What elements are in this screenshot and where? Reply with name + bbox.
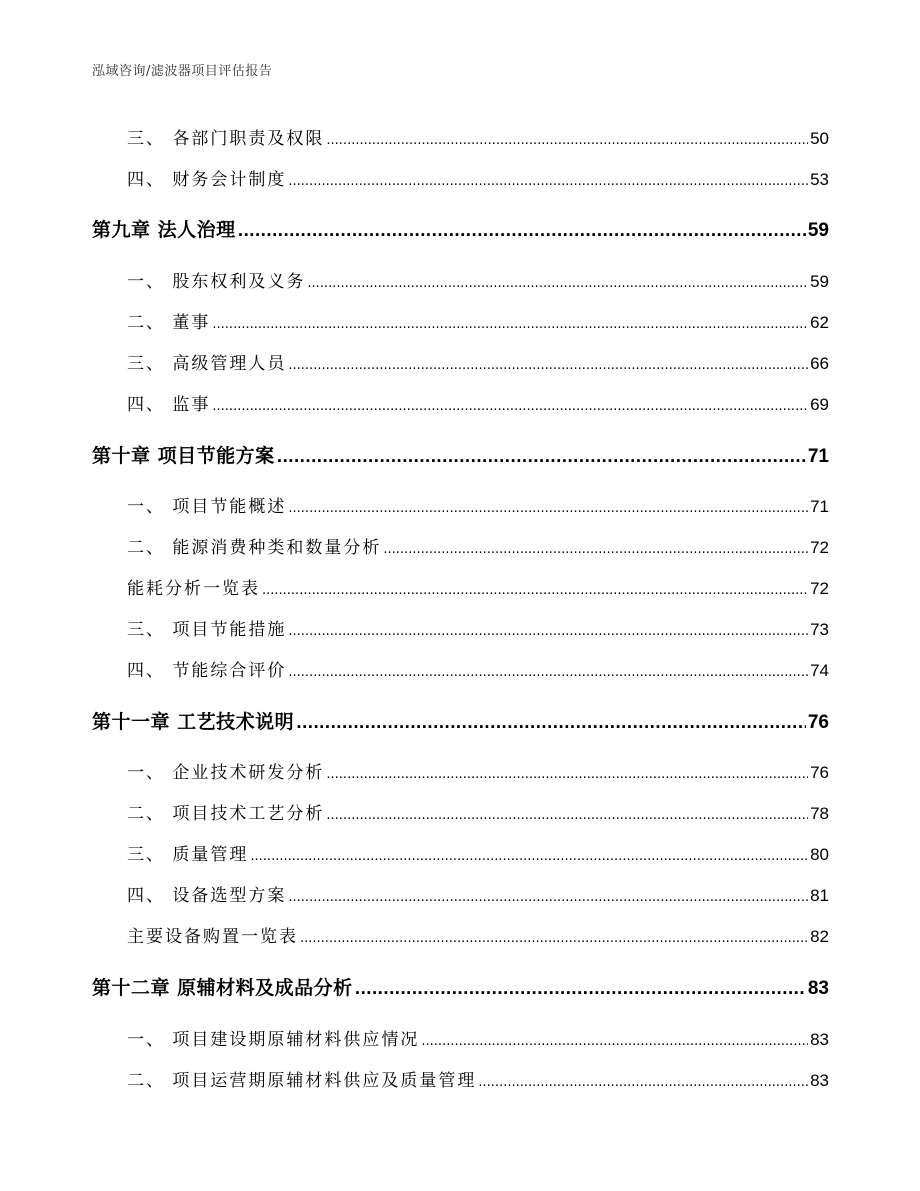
toc-section-entry[interactable]	[127, 799, 829, 824]
toc-entry-title: 第十二章 原辅材料及成品分析	[92, 977, 353, 999]
toc-page-number: 66	[810, 354, 829, 373]
toc-dot-leader	[478, 1075, 808, 1090]
toc-dot-leader	[383, 542, 808, 557]
toc-page-number: 62	[810, 313, 829, 332]
toc-dot-leader	[307, 276, 808, 291]
toc-page-number: 83	[810, 1030, 829, 1049]
toc-page-number: 82	[810, 927, 829, 946]
toc-page-number: 59	[807, 220, 829, 241]
toc-section-entry[interactable]	[127, 124, 829, 149]
toc-dot-leader	[288, 624, 808, 639]
toc-entry-title: 主要设备购置一览表	[127, 927, 298, 947]
toc-section-entry[interactable]	[127, 349, 829, 374]
toc-entry-title: 一、 项目节能概述	[127, 497, 287, 517]
toc-entry-title: 第十章 项目节能方案	[92, 445, 275, 467]
toc-page-number: 83	[810, 1071, 829, 1090]
toc-entry-title: 四、 节能综合评价	[127, 661, 287, 681]
toc-section-entry[interactable]	[127, 615, 829, 640]
toc-dot-leader	[288, 501, 808, 516]
toc-entry-title: 能耗分析一览表	[127, 579, 260, 599]
toc-section-entry[interactable]	[127, 922, 829, 947]
toc-section-entry[interactable]	[127, 1025, 829, 1050]
toc-page-number: 72	[810, 538, 829, 557]
toc-dot-leader	[262, 583, 808, 598]
toc-section-entry[interactable]	[127, 267, 829, 292]
toc-page-number: 59	[810, 272, 829, 291]
toc-entry-title: 一、 股东权利及义务	[127, 272, 306, 292]
toc-entry-title: 二、 董事	[127, 313, 211, 333]
toc-page-number: 72	[810, 579, 829, 598]
toc-entry-title: 三、 项目节能措施	[127, 620, 287, 640]
toc-dot-leader	[326, 808, 808, 823]
toc-dot-leader	[238, 222, 806, 240]
toc-dot-leader	[300, 931, 808, 946]
toc-dot-leader	[288, 665, 808, 680]
toc-chapter-entry[interactable]	[92, 707, 829, 734]
toc-page-number: 71	[807, 446, 829, 467]
toc-section-entry[interactable]	[127, 840, 829, 865]
toc-chapter-entry[interactable]	[92, 441, 829, 468]
toc-page-number: 76	[807, 712, 829, 733]
toc-entry-title: 第九章 法人治理	[92, 219, 236, 241]
toc-section-entry[interactable]	[127, 881, 829, 906]
toc-dot-leader	[296, 714, 806, 732]
toc-entry-title: 四、 设备选型方案	[127, 886, 287, 906]
toc-entry-title: 一、 项目建设期原辅材料供应情况	[127, 1030, 420, 1050]
toc-entry-title: 二、 项目技术工艺分析	[127, 804, 325, 824]
toc-page-number: 78	[810, 804, 829, 823]
toc-section-entry[interactable]	[127, 390, 829, 415]
toc-section-entry[interactable]	[127, 574, 829, 599]
toc-entry-title: 三、 质量管理	[127, 845, 249, 865]
page-header: 泓域咨询/滤波器项目评估报告	[92, 64, 273, 79]
toc-entry-title: 二、 项目运营期原辅材料供应及质量管理	[127, 1071, 477, 1091]
toc-page-number: 53	[810, 170, 829, 189]
toc-page-number: 74	[810, 661, 829, 680]
toc-entry-title: 第十一章 工艺技术说明	[92, 711, 295, 733]
toc-dot-leader	[421, 1034, 808, 1049]
toc-entry-title: 四、 监事	[127, 395, 211, 415]
toc-section-entry[interactable]	[127, 533, 829, 558]
toc-dot-leader	[288, 358, 808, 373]
toc-page-number: 71	[810, 497, 829, 516]
toc-chapter-entry[interactable]	[92, 973, 829, 1000]
toc-section-entry[interactable]	[127, 308, 829, 333]
toc-entry-title: 一、 企业技术研发分析	[127, 763, 325, 783]
toc-entry-title: 三、 各部门职责及权限	[127, 129, 325, 149]
toc-dot-leader	[288, 174, 808, 189]
toc-entry-title: 四、 财务会计制度	[127, 170, 287, 190]
toc-dot-leader	[355, 980, 806, 998]
toc-dot-leader	[212, 399, 808, 414]
toc-dot-leader	[326, 767, 808, 782]
toc-page-number: 50	[810, 129, 829, 148]
toc-dot-leader	[277, 448, 806, 466]
toc-page-number: 80	[810, 845, 829, 864]
toc-section-entry[interactable]	[127, 165, 829, 190]
toc-dot-leader	[288, 890, 808, 905]
toc-section-entry[interactable]	[127, 1066, 829, 1091]
toc-section-entry[interactable]	[127, 492, 829, 517]
toc-dot-leader	[250, 849, 808, 864]
toc-page-number: 73	[810, 620, 829, 639]
toc-section-entry[interactable]	[127, 656, 829, 681]
toc-dot-leader	[212, 317, 808, 332]
toc-page-number: 81	[810, 886, 829, 905]
toc-page-number: 83	[807, 978, 829, 999]
toc-page-number: 76	[810, 763, 829, 782]
toc-dot-leader	[326, 133, 808, 148]
toc-page-number: 69	[810, 395, 829, 414]
toc-entry-title: 二、 能源消费种类和数量分析	[127, 538, 382, 558]
toc-chapter-entry[interactable]	[92, 215, 829, 242]
toc-entry-title: 三、 高级管理人员	[127, 354, 287, 374]
toc-section-entry[interactable]	[127, 758, 829, 783]
